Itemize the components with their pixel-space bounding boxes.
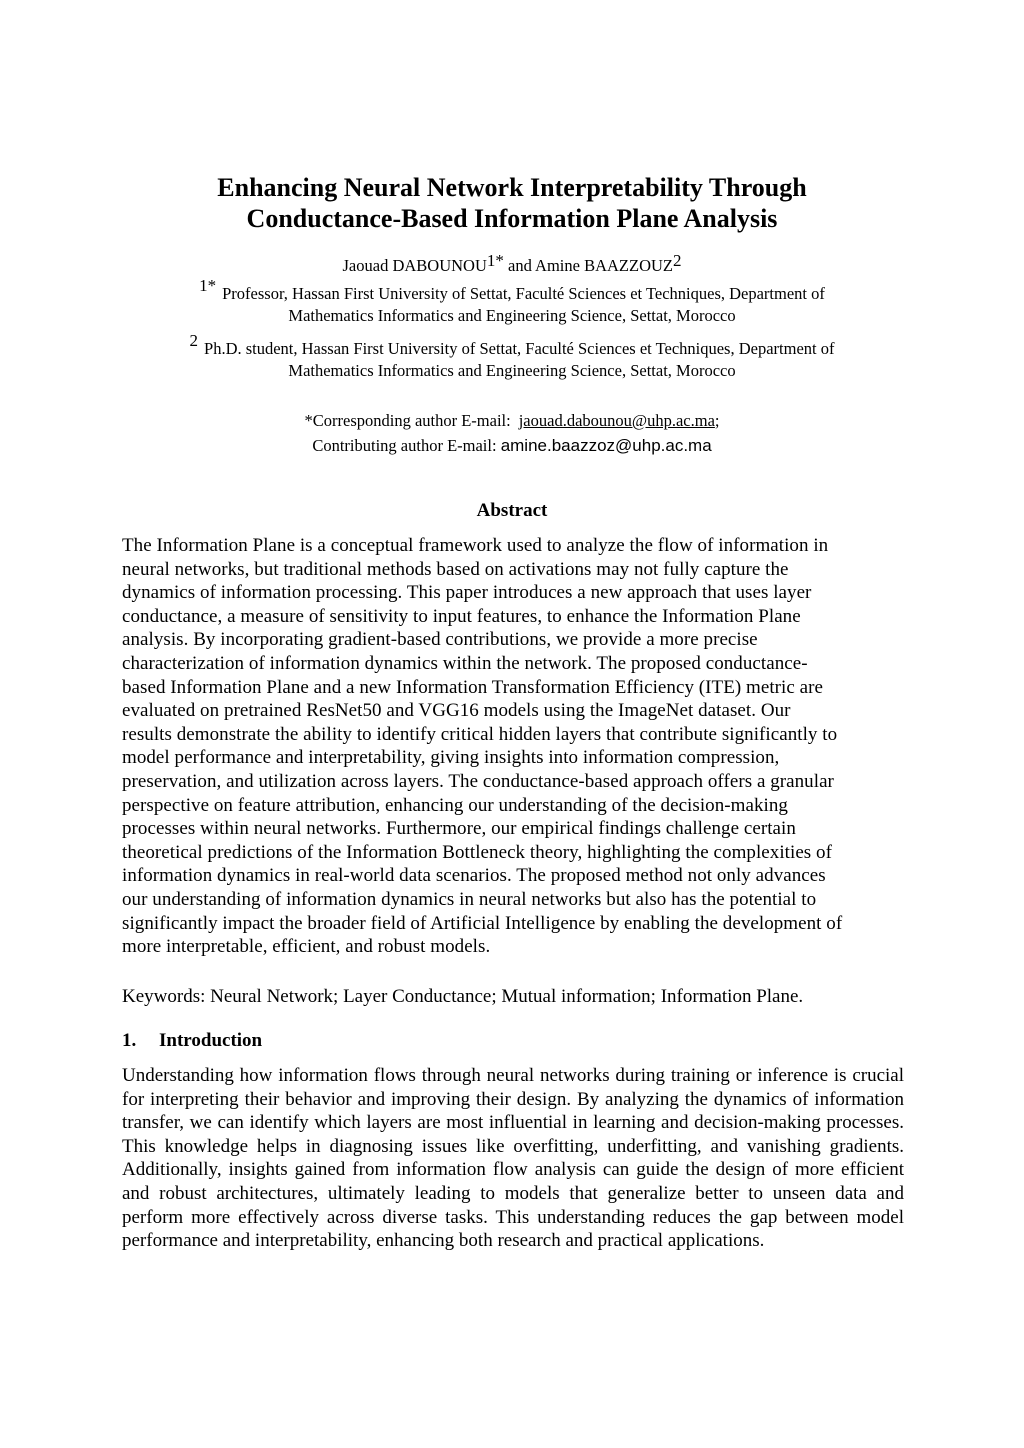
author-line: [0, 251, 1024, 277]
corresponding-email-link[interactable]: jaouad.dabounou@uhp.ac.ma: [518, 411, 715, 430]
affiliation-1: [0, 276, 1024, 327]
abstract-line: dynamics of information processing. This paper introduces a new approach that uses layer: [122, 582, 812, 604]
title-line-1: Enhancing Neural Network Interpretability Through: [217, 173, 807, 202]
affiliation-1-line-2: Mathematics Informatics and Engineering Science, Settat, Morocco: [288, 306, 736, 325]
keywords-line: Keywords: Neural Network; Layer Conductance; Mutual information; Information Plane.: [122, 986, 804, 1007]
affiliation-2-mark: 2: [189, 331, 199, 350]
abstract-heading: Abstract: [476, 500, 548, 521]
author-emails: [0, 408, 1024, 458]
contributing-label: Contributing author E-mail:: [312, 436, 497, 455]
abstract-line: preservation, and utilization across layers. The conductance-based approach offers a granular: [122, 770, 834, 792]
section-number: 1.: [122, 1030, 137, 1051]
paper-title: [0, 172, 1024, 234]
author-1-name: Jaouad DABOUNOU: [342, 256, 487, 275]
abstract-line: information dynamics in real-world data scenarios. The proposed method not only advances: [122, 865, 826, 887]
section-title: Introduction: [159, 1030, 263, 1051]
abstract-body: [122, 534, 904, 959]
abstract-line: The Information Plane is a conceptual framework used to analyze the flow of information in: [122, 535, 829, 556]
abstract-line: analysis. By incorporating gradient-based contributions, we provide a more precise: [122, 629, 758, 651]
affiliation-2: [0, 331, 1024, 382]
abstract-line: neural networks, but traditional methods based on activations may not fully capture the: [122, 558, 789, 580]
abstract-line: theoretical predictions of the Information Bottleneck theory, highlighting the complexities of: [122, 841, 832, 863]
affiliation-2-line-2: Mathematics Informatics and Engineering Science, Settat, Morocco: [288, 361, 736, 380]
introduction-paragraph: Understanding how information flows through neural networks during training or inference is crucial for interpreting their behavior and improving their design. By analyzing the dynamics of information transfer, we can identify which layers are most influential in learning and decision-making processes. This knowledge helps in diagnosing issues like overfitting, underfitting, and vanishing gradients. Additionally, insights gained from information flow analysis can guide the design of more efficient and robust architectures, ultimately leading to models that generalize better to unseen data and perform more effectively across diverse tasks. This understanding reduces the gap between model performance and interpretability, enhancing both research and practical applications.: [122, 1065, 904, 1252]
affiliation-1-mark: 1*: [199, 276, 217, 295]
section-heading-introduction: [122, 1028, 262, 1054]
abstract-line: processes within neural networks. Furthermore, our empirical findings challenge certain: [122, 818, 796, 840]
contributing-email: amine.baazzoz@uhp.ac.ma: [500, 436, 712, 455]
abstract-line: conductance, a measure of sensitivity to input features, to enhance the Information Plane: [122, 605, 801, 627]
abstract-line: characterization of information dynamics within the network. The proposed conductance-: [122, 652, 808, 674]
corresponding-separator: ;: [714, 411, 720, 430]
author-joiner: and Amine BAAZZOUZ: [508, 256, 673, 275]
title-line-2: Conductance-Based Information Plane Analysis: [246, 204, 778, 233]
abstract-line: our understanding of information dynamics in neural networks but also has the potential to: [122, 888, 817, 910]
abstract-line: evaluated on pretrained ResNet50 and VGG16 models using the ImageNet dataset. Our: [122, 700, 791, 722]
affiliation-1-line-1: Professor, Hassan First University of Settat, Faculté Sciences et Techniques, Department of: [222, 284, 825, 303]
affiliation-2-line-1: Ph.D. student, Hassan First University of Settat, Faculté Sciences et Techniques, Department of: [204, 339, 835, 358]
author-1-mark: 1*: [486, 251, 504, 270]
abstract-line: based Information Plane and a new Information Transformation Efficiency (ITE) metric are: [122, 676, 824, 698]
abstract-line: results demonstrate the ability to identify critical hidden layers that contribute significantly to: [122, 723, 838, 745]
abstract-line: more interpretable, efficient, and robust models.: [122, 936, 491, 958]
corresponding-label: *Corresponding author E-mail:: [304, 411, 511, 430]
abstract-line: perspective on feature attribution, enhancing our understanding of the decision-making: [122, 794, 788, 816]
abstract-line: model performance and interpretability, giving insights into information compression,: [122, 747, 780, 769]
author-2-mark: 2: [672, 251, 682, 270]
abstract-line: significantly impact the broader field of Artificial Intelligence by enabling the development of: [122, 912, 843, 934]
